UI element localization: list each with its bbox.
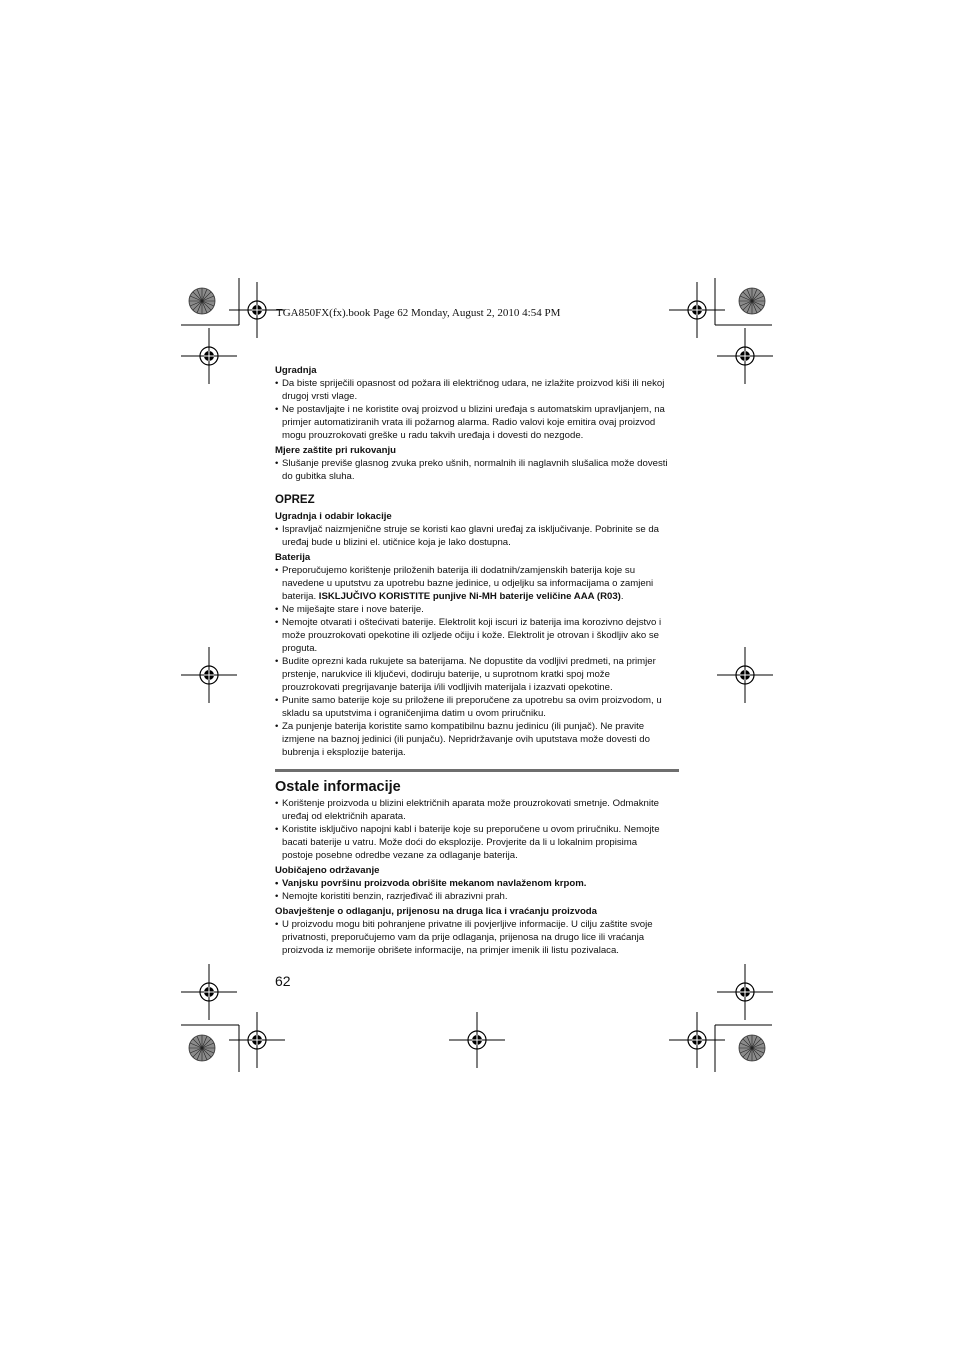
heading-ugradnja: Ugradnja [275,365,317,376]
bullet-item: • Korištenje proizvoda u blizini električnih aparata može prouzrokovati smetnje. Odmaknite uređaj od električnih aparata. [275,797,679,823]
bullet-item: • U proizvodu mogu biti pohranjene privatne ili povjerljive informacije. U cilju zaštite svoje privatnosti, preporučujemo vam da prije odlaganja, prijenosa na drugo lice ili vraćanja proizvoda iz memorije obrišete informacije, na primjer imenik ili listu pozivalaca. [275,918,679,957]
heading-baterija: Baterija [275,552,311,563]
bullet-item: • Ne miješajte stare i nove baterije. [275,603,679,616]
bullet-item: • Punite samo baterije koje su priložene ili preporučene za upotrebu sa ovim proizvodom, u skladu sa uputstvima i ograničenjima datim u ovom priručniku. [275,694,679,720]
bullet-item: • Koristite isključivo napojni kabl i baterije koje su preporučene u ovom priručniku. Nemojte bacati baterije u vatru. Može doći do eksplozije. Provjerite da li u lokalnim propisima postoje posebne odredbe vezane za odlaganje baterija. [275,823,679,862]
page-content [275,362,679,957]
bullet-item: • Za punjenje baterija koristite samo kompatibilnu baznu jedinicu (ili punjač). Ne pravite izmjene na baznoj jedinici (ili punjaču). Nepridržavanje ovih uputstava može dovesti do bubrenja i eksplozije baterija. [275,720,679,759]
heading-odlaganje: Obavještenje o odlaganju, prijenosu na druga lica i vraćanju proizvoda [275,906,597,917]
book-header: TGA850FX(fx).book Page 62 Monday, August 2, 2010 4:54 PM [276,307,561,319]
heading-mjere: Mjere zaštite pri rukovanju [275,445,397,456]
bullet-item: • Ne postavljajte i ne koristite ovaj proizvod u blizini uređaja s automatskim upravljanjem, na primjer automatiziranih vrata ili požarnog alarma. Radio valovi koje emitira ovaj proizvod mogu prouzrokovati greške u radu takvih uređaja i dovesti do nezgode. [275,403,679,442]
section-title-ostale: Ostale informacije [275,779,401,795]
section-divider [275,769,679,772]
heading-oprez: OPREZ [275,494,315,506]
bullet-item: • Ispravljač naizmjenične struje se koristi kao glavni uređaj za isključivanje. Pobrinite se da uređaj bude u blizini el. utičnice koja je lako dostupna. [275,523,679,549]
bullet-item: • Vanjsku površinu proizvoda obrišite mekanom navlaženom krpom. [275,877,679,890]
bullet-item: • Nemojte otvarati i oštećivati baterije. Elektrolit koji iscuri iz baterija ima korozivno dejstvo i može prouzrokovati opekotine ili ozljede očiju i kože. Elektrolit je otrovan i škodljiv ako se proguta. [275,616,679,655]
page-number: 62 [275,973,291,989]
bullet-item: • Nemojte koristiti benzin, razrjeđivač ili abrazivni prah. [275,890,679,903]
bullet-item: • Da biste spriječili opasnost od požara ili električnog udara, ne izlažite proizvod kiši ili nekoj drugoj vrsti vlage. [275,377,679,403]
heading-lokacija: Ugradnja i odabir lokacije [275,511,392,522]
heading-odrzavanje: Uobičajeno održavanje [275,865,380,876]
bullet-item: • Budite oprezni kada rukujete sa baterijama. Ne dopustite da vodljivi predmeti, na primjer prstenje, narukvice ili ključevi, dodiruju baterije, u suprotnom kratki spoj može prouzrokovati pregrijavanje baterija i/ili vodljivih materijala i izazvati opekotine. [275,655,679,694]
bullet-item: • Preporučujemo korištenje priloženih baterija ili dodatnih/zamjenskih baterija koje su navedene u uputstvu za upotrebu bazne jedinice, u odjeljku sa informacijama o zamjeni baterija. ISKLJUČIVO KORISTITE punjive Ni-MH baterije veličine AAA (R03). [275,564,679,603]
bullet-item: • Slušanje previše glasnog zvuka preko ušnih, normalnih ili naglavnih slušalica može dovesti do gubitka sluha. [275,457,679,483]
